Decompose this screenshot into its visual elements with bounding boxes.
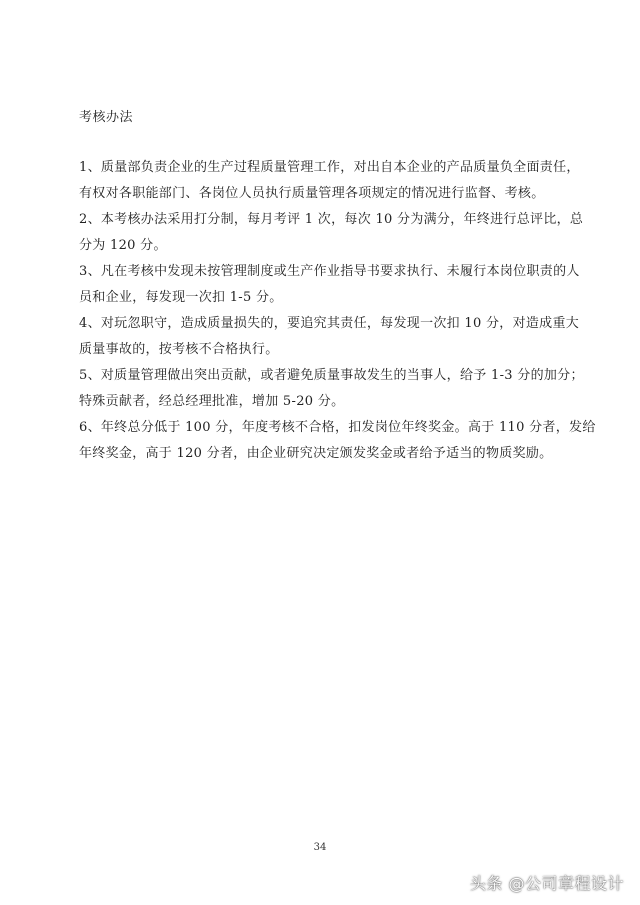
document-title: 考核办法 xyxy=(79,110,134,125)
paragraph-line: 有权对各职能部门、各岗位人员执行质量管理各项规定的情况进行监督、考核。 xyxy=(79,186,545,201)
paragraph-line: 员和企业，每发现一次扣 1-5 分。 xyxy=(79,290,283,305)
watermark-text: 头条 @公司章程设计 xyxy=(469,873,624,893)
page-number: 34 xyxy=(313,842,327,853)
paragraph-line: 质量事故的，按考核不合格执行。 xyxy=(79,342,279,357)
paragraph-line: 4、对玩忽职守，造成质量损失的，要追究其责任，每发现一次扣 10 分，对造成重大 xyxy=(79,316,580,331)
paragraph-line: 1、质量部负责企业的生产过程质量管理工作，对出自本企业的产品质量负全面责任， xyxy=(79,160,580,175)
paragraph-line: 6、年终总分低于 100 分，年度考核不合格，扣发岗位年终奖金。高于 110 分者，发给 xyxy=(79,420,596,435)
paragraph-line: 3、凡在考核中发现未按管理制度或生产作业指导书要求执行、未履行本岗位职责的人 xyxy=(79,264,580,279)
paragraph-line: 年终奖金，高于 120 分者，由企业研究决定颁发奖金或者给予适当的物质奖励。 xyxy=(79,446,553,461)
paragraph-line: 5、对质量管理做出突出贡献，或者避免质量事故发生的当事人，给予 1-3 分的加分； xyxy=(79,368,584,383)
paragraph-line: 分为 120 分。 xyxy=(79,238,167,253)
paragraph-line: 2、本考核办法采用打分制，每月考评 1 次，每次 10 分为满分，年终进行总评比，总 xyxy=(79,212,584,227)
paragraph-line: 特殊贡献者，经总经理批准，增加 5-20 分。 xyxy=(79,394,345,409)
document-body xyxy=(79,160,596,472)
